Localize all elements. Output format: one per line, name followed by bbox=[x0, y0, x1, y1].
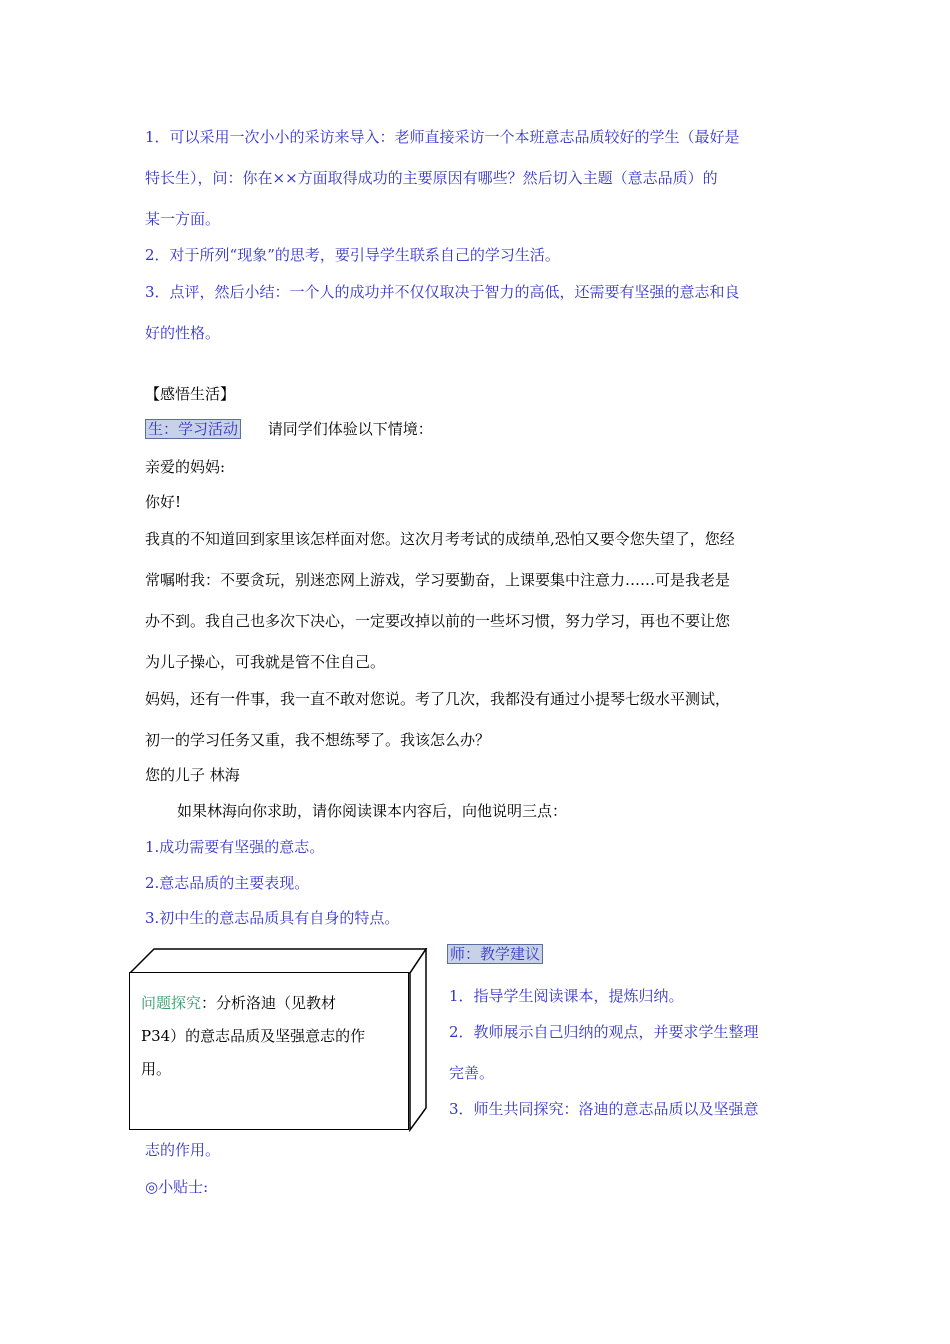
tips-heading: ◎小贴士: bbox=[145, 1178, 209, 1196]
letter-body-1-line-1: 我真的不知道回到家里该怎样面对您。这次月考考试的成绩单,恐怕又要令您失望了，您经 bbox=[145, 530, 735, 548]
letter-body-1-line-3: 办不到。我自己也多次下决心，一定要改掉以前的一些坏习惯，努力学习，再也不要让您 bbox=[145, 612, 731, 630]
task-item-3: 3.初中生的意志品质具有自身的特点。 bbox=[145, 909, 400, 927]
letter-greeting: 亲爱的妈妈: bbox=[145, 458, 226, 476]
activity-tag: 生：学习活动 bbox=[145, 419, 241, 439]
letter-hello: 你好! bbox=[145, 493, 182, 511]
teacher-tag-line bbox=[447, 944, 543, 964]
problem-box-line-2: P34）的意志品质及坚强意志的作 bbox=[141, 1027, 366, 1045]
task-item-2: 2.意志品质的主要表现。 bbox=[145, 874, 310, 892]
teacher-suggestion-3-line-2: 志的作用。 bbox=[145, 1141, 221, 1159]
intro-paragraph-1-line-1: 1．可以采用一次小小的采访来导入：老师直接采访一个本班意志品质较好的学生（最好是 bbox=[145, 128, 740, 146]
teacher-suggestion-3-line-1: 3．师生共同探究：洛迪的意志品质以及坚强意 bbox=[449, 1100, 759, 1118]
task-item-1: 1.成功需要有坚强的意志。 bbox=[145, 838, 325, 856]
teacher-tag: 师：教学建议 bbox=[447, 944, 543, 964]
problem-box-label: 问题探究 bbox=[141, 994, 202, 1012]
intro-paragraph-2: 2．对于所列“现象”的思考，要引导学生联系自己的学习生活。 bbox=[145, 246, 560, 264]
intro-paragraph-1-line-3: 某一方面。 bbox=[145, 210, 221, 228]
letter-body-1-line-2: 常嘱咐我：不要贪玩，别迷恋网上游戏，学习要勤奋，上课要集中注意力……可是我老是 bbox=[145, 571, 731, 589]
letter-body-1-line-4: 为儿子操心，可我就是管不住自己。 bbox=[145, 653, 386, 671]
problem-box-line-3: 用。 bbox=[141, 1060, 172, 1078]
letter-body-2-line-2: 初一的学习任务又重，我不想练琴了。我该怎么办？ bbox=[145, 731, 491, 749]
intro-paragraph-3-line-2: 好的性格。 bbox=[145, 324, 221, 342]
problem-box-text-1: ：分析洛迪（见教材 bbox=[201, 994, 337, 1012]
intro-paragraph-1-line-2: 特长生），问：你在××方面取得成功的主要原因有哪些？然后切入主题（意志品质）的 bbox=[145, 169, 718, 187]
task-prompt: 如果林海向你求助，请你阅读课本内容后，向他说明三点： bbox=[177, 802, 568, 820]
teacher-suggestion-2-line-2: 完善。 bbox=[449, 1064, 495, 1082]
letter-body-2-line-1: 妈妈，还有一件事，我一直不敢对您说。考了几次，我都没有通过小提琴七级水平测试， bbox=[145, 690, 731, 708]
activity-text: 请同学们体验以下情境： bbox=[267, 420, 433, 438]
teacher-suggestion-2-line-1: 2．教师展示自己归纳的观点，并要求学生整理 bbox=[449, 1023, 759, 1041]
teacher-suggestion-1: 1．指导学生阅读课本，提炼归纳。 bbox=[449, 987, 684, 1005]
intro-paragraph-3-line-1: 3．点评，然后小结：一个人的成功并不仅仅取决于智力的高低，还需要有坚强的意志和良 bbox=[145, 283, 740, 301]
section-heading: 【感悟生活】 bbox=[145, 385, 236, 403]
letter-signature: 您的儿子 林海 bbox=[145, 766, 240, 784]
problem-box-line-1 bbox=[141, 993, 396, 1013]
activity-line bbox=[145, 419, 433, 439]
